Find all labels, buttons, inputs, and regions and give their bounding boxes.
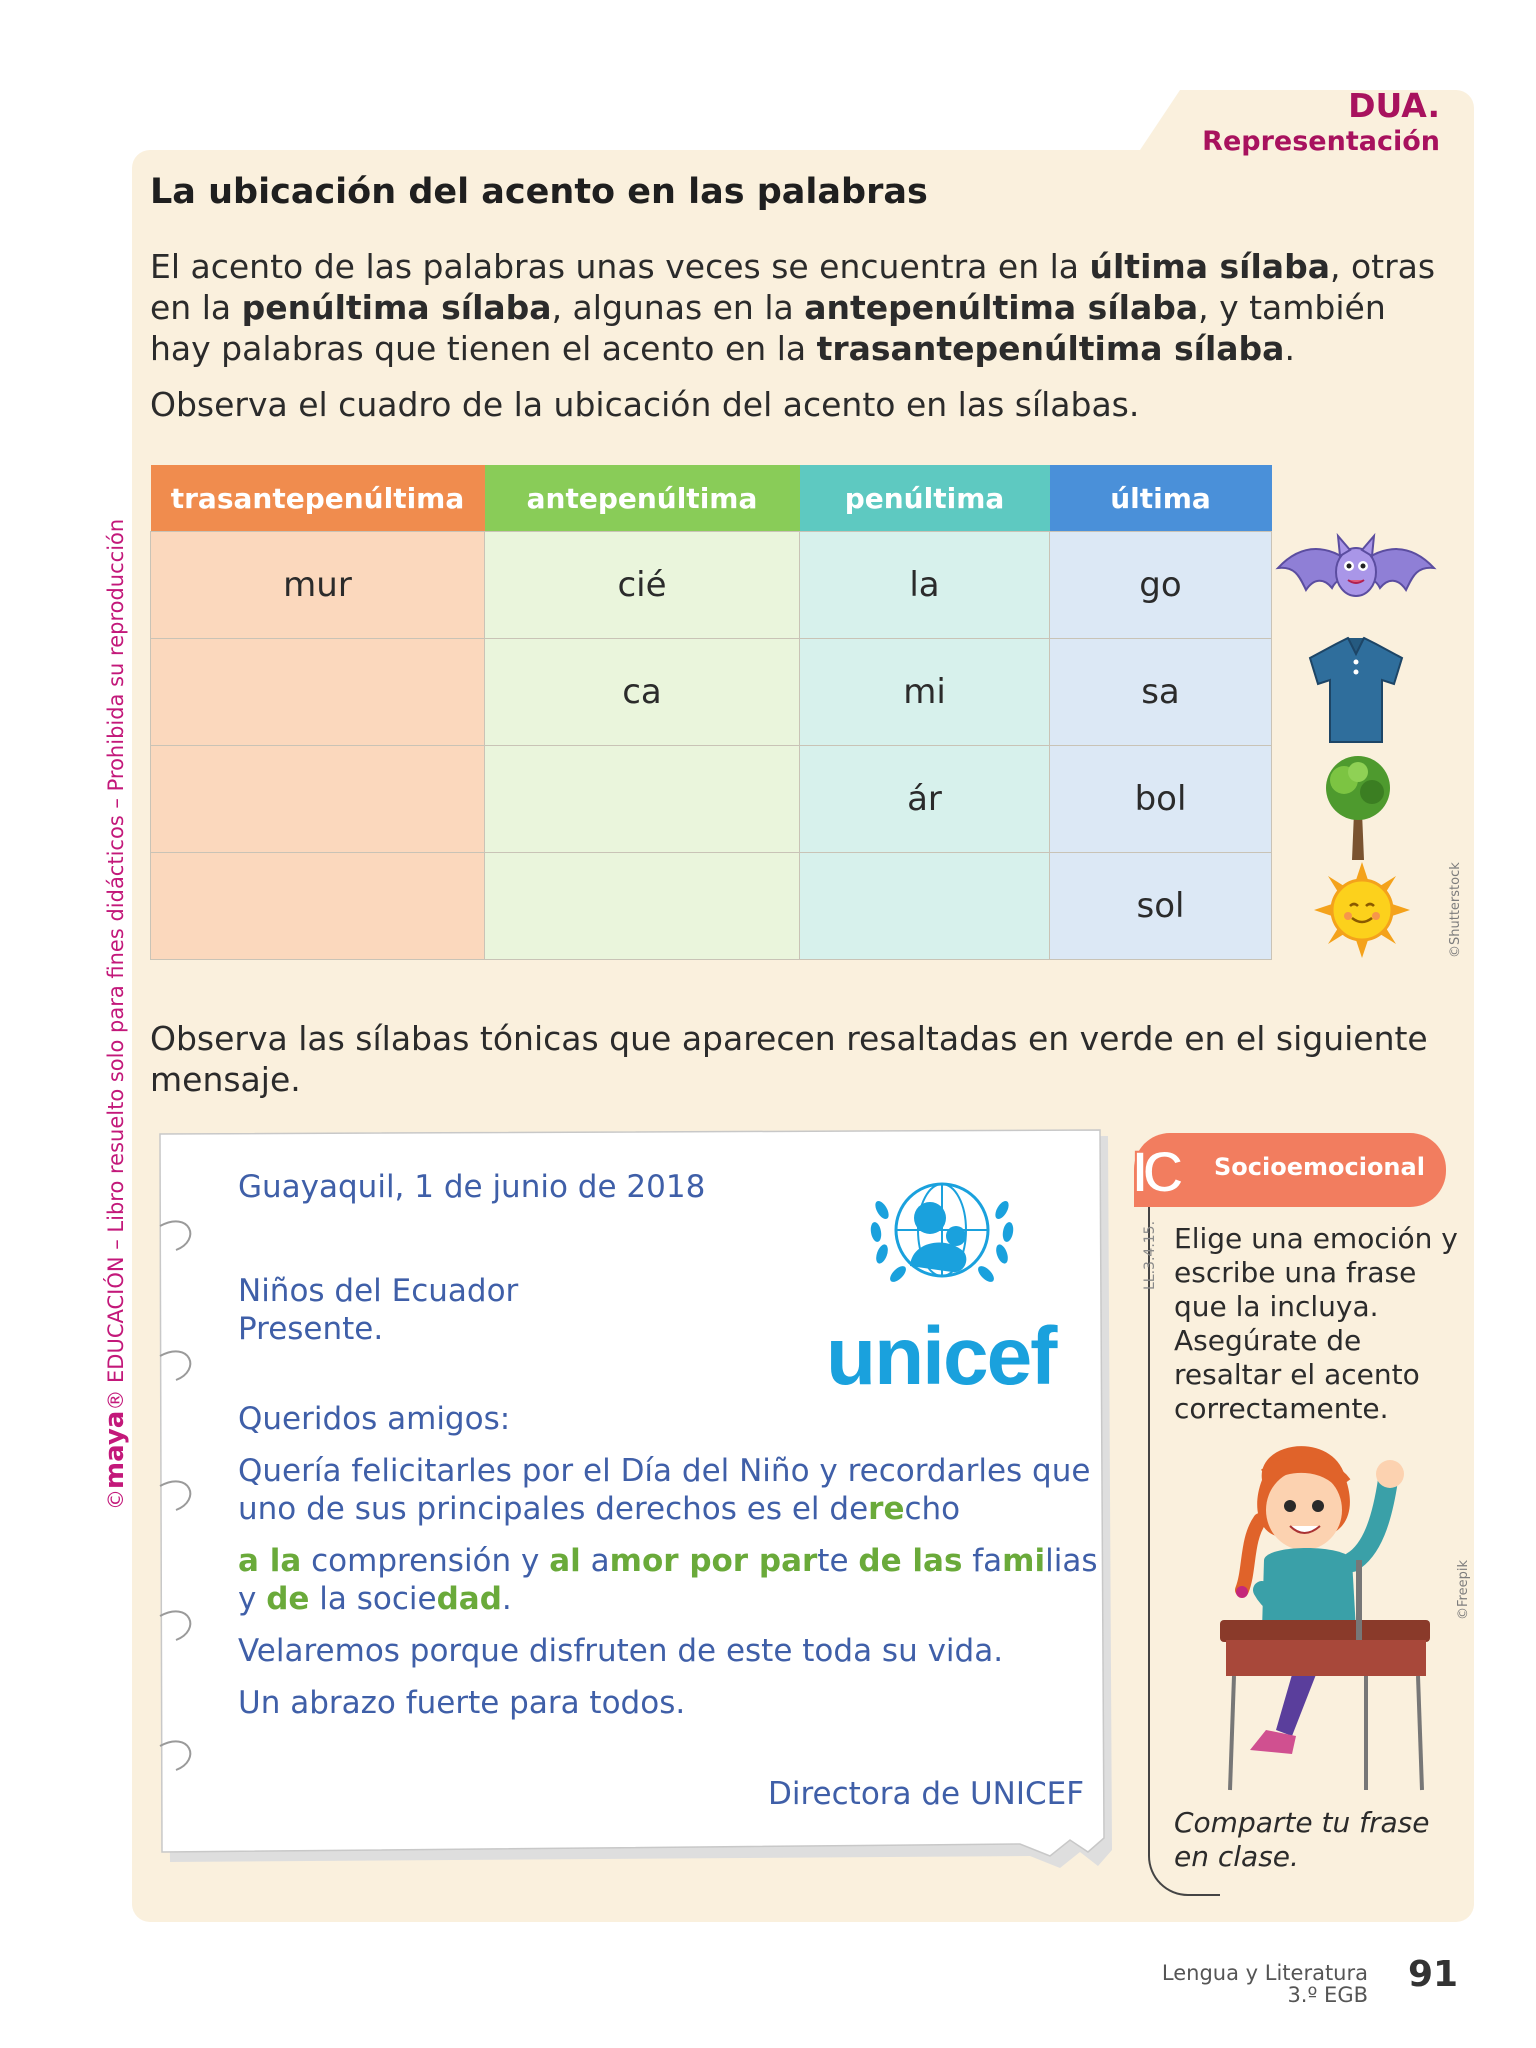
- letter-body-line-1: Quería felicitarles por el Día del Niño y recordarles que: [238, 1453, 1091, 1489]
- footer-subject: Lengua y Literatura: [1161, 1961, 1368, 1985]
- table-cell: bol: [1050, 746, 1272, 853]
- table-cell: sa: [1050, 639, 1272, 746]
- intro-bold-2: penúltima sílaba: [241, 288, 552, 327]
- table-cell: [485, 746, 800, 853]
- tonic-syllable: dad: [436, 1581, 502, 1617]
- letter-text-segment: lias: [1045, 1543, 1098, 1579]
- side-copyright: [100, 519, 130, 1510]
- letter-signature: Directora de UNICEF: [768, 1776, 1085, 1812]
- page-number: 91: [1408, 1954, 1459, 1995]
- header-penultima: penúltima: [800, 465, 1050, 532]
- letter-body-line-2: [238, 1490, 960, 1528]
- intro-bold-3: antepenúltima sílaba: [804, 288, 1199, 327]
- footer-grade: 3.º EGB: [1287, 1983, 1368, 2007]
- table-cell: sol: [1050, 853, 1272, 960]
- tonic-syllable: mi: [1002, 1543, 1046, 1579]
- letter-text-segment: .: [501, 1581, 512, 1617]
- shutterstock-credit: ©Shutterstock: [1448, 862, 1463, 958]
- table-row: [151, 746, 1272, 853]
- table-cell: go: [1050, 532, 1272, 639]
- copyright-text: ® EDUCACIÓN – Libro resuelto solo para fines didácticos – Prohibida su reproducción: [104, 518, 128, 1411]
- letter-recipient-2: Presente.: [238, 1311, 384, 1347]
- skill-code: LL.3.4.15.: [1142, 1220, 1158, 1290]
- letter-text-segment: a: [580, 1543, 610, 1579]
- header-antepenultima: antepenúltima: [485, 465, 800, 532]
- copyright-symbol: ©: [104, 1489, 128, 1510]
- table-cell: [485, 853, 800, 960]
- letter-text-segment: cho: [904, 1491, 961, 1527]
- tonic-syllable: a la: [238, 1543, 302, 1579]
- letter-text-segment: fa: [962, 1543, 1003, 1579]
- shirt-icon: [1306, 636, 1406, 746]
- tonic-syllable: de las: [858, 1543, 963, 1579]
- table-row: [151, 639, 1272, 746]
- table-cell: mur: [151, 532, 485, 639]
- table-cell: la: [800, 532, 1050, 639]
- letter-recipient-1: Niños del Ecuador: [238, 1273, 519, 1309]
- intro-paragraph: [150, 246, 1440, 369]
- sun-icon: [1314, 862, 1410, 958]
- letter-body-line-4: [238, 1580, 512, 1618]
- socio-title: Socioemocional: [1214, 1153, 1425, 1181]
- header-trasantepenultima: trasantepenúltima: [151, 465, 485, 532]
- socio-header: [1134, 1133, 1446, 1207]
- letter-body-line-5: Velaremos porque disfruten de este toda su vida.: [238, 1633, 1004, 1669]
- table-cell: [800, 853, 1050, 960]
- letter-text-segment: te: [817, 1543, 859, 1579]
- letter-text-segment: comprensión y: [301, 1543, 550, 1579]
- table-header-row: [151, 465, 1272, 532]
- tonic-syllable: re: [868, 1491, 905, 1527]
- table-cell: ár: [800, 746, 1050, 853]
- letter-body-line-3: [238, 1542, 1097, 1580]
- tree-icon: [1316, 752, 1400, 862]
- intro-bold-4: trasantepenúltima sílaba: [816, 329, 1285, 368]
- letter-text-segment: la socie: [309, 1581, 437, 1617]
- table-cell: [151, 639, 485, 746]
- intro-bold-1: última sílaba: [1089, 247, 1330, 286]
- dua-label: [1202, 86, 1440, 158]
- table-cell: [151, 746, 485, 853]
- letter-greeting: Queridos amigos:: [238, 1401, 511, 1437]
- table-row: [151, 853, 1272, 960]
- accent-table: [150, 465, 1272, 960]
- tonic-syllable: mor por par: [609, 1543, 818, 1579]
- page-footer: [1162, 1962, 1368, 2006]
- dua-subtitle: Representación: [1202, 126, 1440, 157]
- freepik-credit: ©Freepik: [1456, 1560, 1471, 1620]
- unicef-logo-text: unicef: [826, 1311, 1056, 1402]
- brand-name: maya: [100, 1410, 130, 1489]
- page-title: La ubicación del acento en las palabras: [150, 172, 928, 212]
- tonic-syllable: de: [266, 1581, 310, 1617]
- dua-title: DUA.: [1348, 86, 1440, 125]
- intro-text-3: , algunas en la: [551, 288, 794, 327]
- intro-text-2: , otras en la: [150, 247, 1436, 327]
- girl-at-desk-illustration: [1206, 1440, 1446, 1800]
- table-cell: [151, 853, 485, 960]
- socio-footer: Comparte tu frase en clase.: [1174, 1806, 1430, 1873]
- header-ultima: última: [1050, 465, 1272, 532]
- intro-text-1: El acento de las palabras unas veces se encuentra en la: [150, 247, 1079, 286]
- intro-text-5: .: [1284, 329, 1295, 368]
- letter-text-segment: uno de sus principales derechos es el de: [238, 1491, 869, 1527]
- letter-place-date: Guayaquil, 1 de junio de 2018: [238, 1169, 706, 1205]
- table-cell: ca: [485, 639, 800, 746]
- socio-instruction: Elige una emoción y escribe una frase que la incluya. Asegúrate de resaltar el acento correctamente.: [1174, 1222, 1458, 1425]
- unicef-logo-icon: [852, 1170, 1032, 1310]
- letter-text-segment: y: [238, 1581, 267, 1617]
- letter-body-line-6: Un abrazo fuerte para todos.: [238, 1685, 686, 1721]
- intro-text-4: , y también hay palabras que tienen el acento en la: [150, 288, 1386, 368]
- tonic-syllable: al: [549, 1543, 581, 1579]
- table-row: [151, 532, 1272, 639]
- table-cell: cié: [485, 532, 800, 639]
- bat-icon: [1276, 528, 1436, 628]
- observe-letter-instruction: Observa las sílabas tónicas que aparecen resaltadas en verde en el siguiente mensaje.: [150, 1019, 1428, 1099]
- socio-badge: IC: [1132, 1140, 1178, 1205]
- observe-table-instruction: Observa el cuadro de la ubicación del acento en las sílabas.: [150, 385, 1140, 424]
- table-cell: mi: [800, 639, 1050, 746]
